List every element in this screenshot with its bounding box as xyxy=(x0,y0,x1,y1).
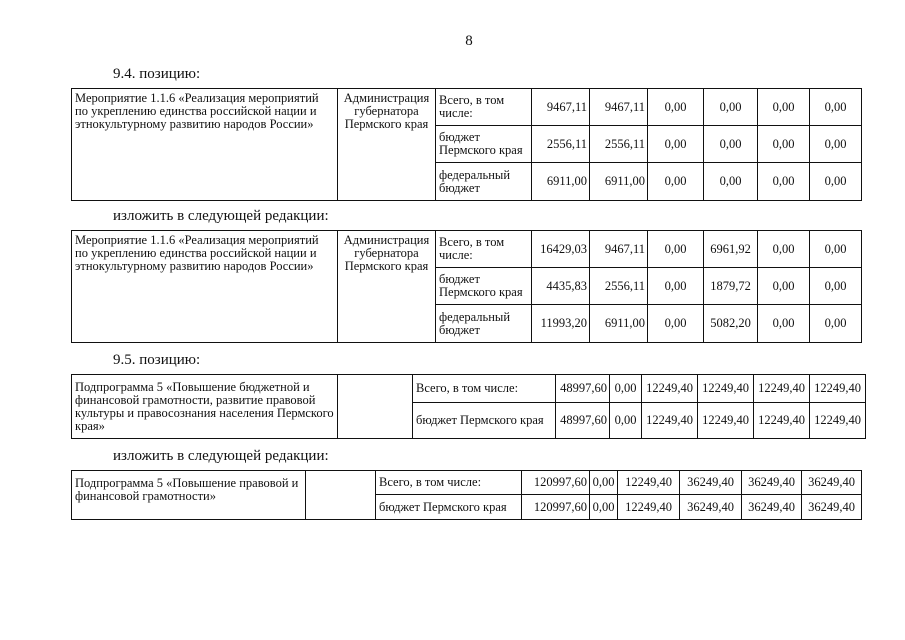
value-cell: 0,00 xyxy=(758,126,810,163)
value-cell: 12249,40 xyxy=(810,403,866,439)
table-row xyxy=(72,89,862,126)
responsible-org xyxy=(306,471,376,520)
value-cell: 120997,60 xyxy=(522,495,590,520)
section-9-5-heading: 9.5. позицию: xyxy=(113,352,201,368)
value-cell: 6961,92 xyxy=(704,231,758,268)
responsible-org xyxy=(338,375,413,439)
value-cell: 12249,40 xyxy=(810,375,866,403)
value-cell: 0,00 xyxy=(704,89,758,126)
value-cell: 0,00 xyxy=(758,231,810,268)
value-cell: 48997,60 xyxy=(556,375,610,403)
value-cell: 120997,60 xyxy=(522,471,590,495)
funding-source: бюджет Пермского края xyxy=(436,126,532,163)
funding-source: бюджет Пермского края xyxy=(376,495,522,520)
value-cell: 0,00 xyxy=(648,231,704,268)
value-cell: 0,00 xyxy=(758,305,810,343)
value-cell: 6911,00 xyxy=(590,163,648,201)
value-cell: 12249,40 xyxy=(754,375,810,403)
value-cell: 0,00 xyxy=(648,268,704,305)
program-name: Мероприятие 1.1.6 «Реализация мероприятий по укреплению единства российской нации и этнокультурному развитию народов России» xyxy=(72,231,338,343)
table-9-4-old xyxy=(71,88,862,201)
section-9-5-new-heading: изложить в следующей редакции: xyxy=(113,448,329,464)
program-name: Подпрограмма 5 «Повышение бюджетной и финансовой грамотности, развитие правовой культуры и правосознания населения Пермского края» xyxy=(72,375,338,439)
value-cell: 0,00 xyxy=(758,268,810,305)
value-cell: 0,00 xyxy=(704,126,758,163)
value-cell: 0,00 xyxy=(610,403,642,439)
page-number: 8 xyxy=(465,33,473,49)
value-cell: 4435,83 xyxy=(532,268,590,305)
value-cell: 2556,11 xyxy=(590,126,648,163)
value-cell: 0,00 xyxy=(590,495,618,520)
value-cell: 6911,00 xyxy=(532,163,590,201)
value-cell: 0,00 xyxy=(810,89,862,126)
value-cell: 0,00 xyxy=(648,126,704,163)
value-cell: 36249,40 xyxy=(680,495,742,520)
value-cell: 0,00 xyxy=(590,471,618,495)
funding-source: Всего, в том числе: xyxy=(436,231,532,268)
value-cell: 0,00 xyxy=(810,163,862,201)
value-cell: 9467,11 xyxy=(590,231,648,268)
value-cell: 0,00 xyxy=(810,268,862,305)
value-cell: 12249,40 xyxy=(754,403,810,439)
value-cell: 36249,40 xyxy=(742,471,802,495)
program-name: Подпрограмма 5 «Повышение правовой и финансовой грамотности» xyxy=(72,471,306,520)
funding-source: бюджет Пермского края xyxy=(413,403,556,439)
value-cell: 12249,40 xyxy=(698,403,754,439)
value-cell: 6911,00 xyxy=(590,305,648,343)
table-9-4-new xyxy=(71,230,862,343)
value-cell: 0,00 xyxy=(810,231,862,268)
section-9-4-heading: 9.4. позицию: xyxy=(113,66,201,82)
program-name: Мероприятие 1.1.6 «Реализация мероприятий по укреплению единства российской нации и этнокультурному развитию народов России» xyxy=(72,89,338,201)
value-cell: 36249,40 xyxy=(680,471,742,495)
funding-source: Всего, в том числе: xyxy=(436,89,532,126)
table-row xyxy=(72,471,862,495)
value-cell: 12249,40 xyxy=(642,375,698,403)
value-cell: 0,00 xyxy=(610,375,642,403)
value-cell: 36249,40 xyxy=(742,495,802,520)
value-cell: 12249,40 xyxy=(618,495,680,520)
value-cell: 0,00 xyxy=(810,126,862,163)
value-cell: 16429,03 xyxy=(532,231,590,268)
value-cell: 2556,11 xyxy=(590,268,648,305)
value-cell: 36249,40 xyxy=(802,495,862,520)
funding-source: федеральный бюджет xyxy=(436,163,532,201)
table-row xyxy=(72,375,866,403)
value-cell: 9467,11 xyxy=(590,89,648,126)
responsible-org: Администрация губернатора Пермского края xyxy=(338,89,436,201)
value-cell: 12249,40 xyxy=(698,375,754,403)
value-cell: 1879,72 xyxy=(704,268,758,305)
value-cell: 0,00 xyxy=(758,163,810,201)
value-cell: 9467,11 xyxy=(532,89,590,126)
value-cell: 0,00 xyxy=(648,89,704,126)
value-cell: 0,00 xyxy=(810,305,862,343)
table-9-5-new xyxy=(71,470,862,520)
value-cell: 12249,40 xyxy=(642,403,698,439)
table-row xyxy=(72,231,862,268)
funding-source: Всего, в том числе: xyxy=(376,471,522,495)
funding-source: федеральный бюджет xyxy=(436,305,532,343)
section-9-4-new-heading: изложить в следующей редакции: xyxy=(113,208,329,224)
value-cell: 36249,40 xyxy=(802,471,862,495)
value-cell: 2556,11 xyxy=(532,126,590,163)
value-cell: 12249,40 xyxy=(618,471,680,495)
value-cell: 11993,20 xyxy=(532,305,590,343)
value-cell: 5082,20 xyxy=(704,305,758,343)
value-cell: 0,00 xyxy=(648,305,704,343)
value-cell: 0,00 xyxy=(648,163,704,201)
value-cell: 0,00 xyxy=(758,89,810,126)
funding-source: бюджет Пермского края xyxy=(436,268,532,305)
funding-source: Всего, в том числе: xyxy=(413,375,556,403)
value-cell: 0,00 xyxy=(704,163,758,201)
responsible-org: Администрация губернатора Пермского края xyxy=(338,231,436,343)
value-cell: 48997,60 xyxy=(556,403,610,439)
table-9-5-old xyxy=(71,374,866,439)
